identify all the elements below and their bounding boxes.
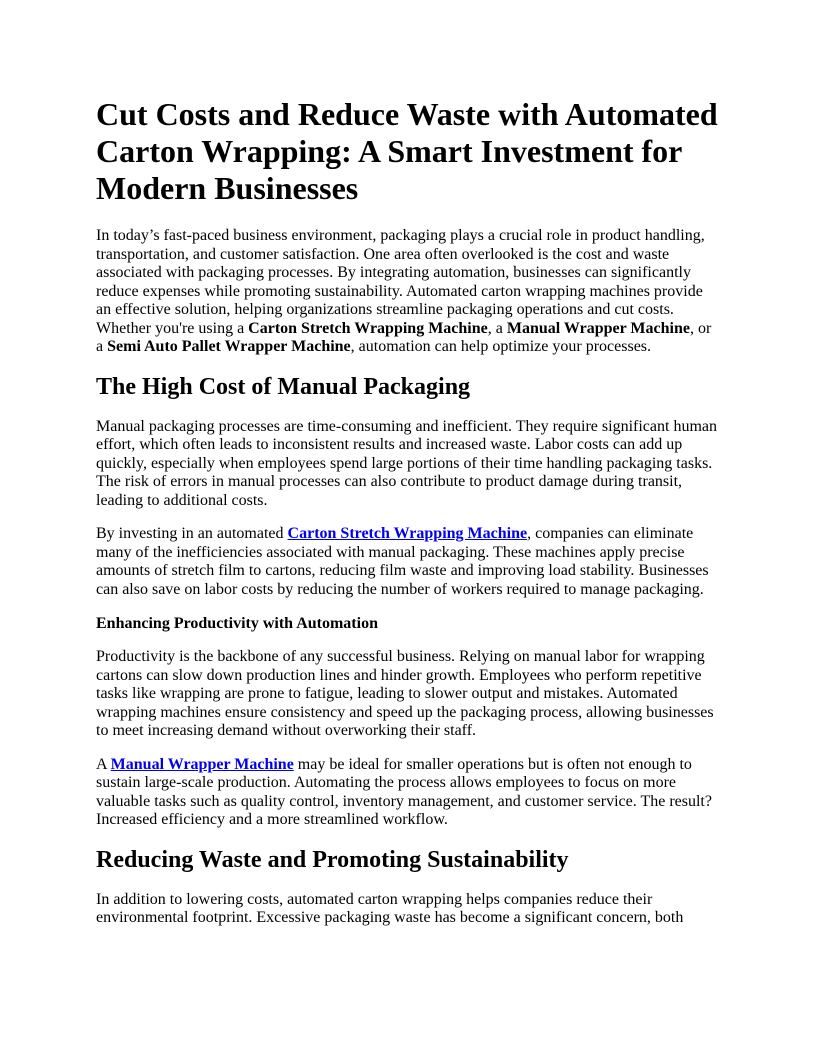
section-heading-reducing-waste: Reducing Waste and Promoting Sustainability [96,846,569,873]
intro-bold-semi-auto: Semi Auto Pallet Wrapper Machine [107,338,351,355]
intro-text-4: , automation can help optimize your processes. [350,338,652,355]
document-title: Cut Costs and Reduce Waste with Automated Carton Wrapping: A Smart Investment for Modern Businesses [96,96,718,206]
carton-stretch-text-before: By investing in an automated [96,525,288,542]
subheading-productivity: Enhancing Productivity with Automation [96,615,378,632]
reducing-waste-paragraph: In addition to lowering costs, automated carton wrapping helps companies reduce their environmental footprint. Excessive packaging waste has become a significant concern, both [96,890,684,926]
manual-wrapper-paragraph [96,756,720,830]
intro-paragraph [96,227,720,357]
manual-cost-paragraph: Manual packaging processes are time-consuming and inefficient. They require significant human effort, which often leads to inconsistent results and increased waste. Labor costs can add up quickly, especially when employees spend large portions of their time handling packaging tasks. The risk of errors in manual processes can also contribute to product damage during transit, leading to additional costs. [96,417,717,509]
productivity-paragraph: Productivity is the backbone of any successful business. Relying on manual labor for wrapping cartons can slow down production lines and hinder growth. Employees who perform repetitive tasks like wrapping are prone to fatigue, leading to slower output and mistakes. Automated wrapping machines ensure consistency and speed up the packaging process, allowing businesses to meet increasing demand without overworking their staff. [96,648,714,739]
intro-text-1: In today’s fast-paced business environment, packaging plays a crucial role in product handling, transportation, and customer satisfaction. One area often overlooked is the cost and waste associated with packaging processes. By integrating automation, businesses can significantly reduce expenses while promoting sustainability. Automated carton wrapping machines provide an effective solution, helping organizations streamline packaging operations and cut costs. Whether you're using a [96,227,705,337]
intro-bold-carton-stretch: Carton Stretch Wrapping Machine [248,319,488,337]
carton-stretch-text-after: , companies can eliminate many of the inefficiencies associated with manual packaging. These machines apply precise amounts of stretch film to cartons, reducing film waste and improving load stability. Businesses can also save on labor costs by reducing the number of workers required to manage packaging. [96,525,709,598]
manual-wrapper-text-after: may be ideal for smaller operations but is often not enough to sustain large-scale production. Automating the process allows employees to focus on more valuable tasks such as quality control, inventory management, and customer service. The result? Increased efficiency and a more streamlined workflow. [96,755,712,828]
manual-wrapper-text-before: A [96,755,111,773]
document-page [96,96,720,943]
intro-text-3: , or a [96,319,712,355]
intro-text-2: , a [487,319,507,337]
section-heading-manual-cost: The High Cost of Manual Packaging [96,373,471,400]
carton-stretch-paragraph [96,525,720,599]
manual-wrapper-link[interactable]: Manual Wrapper Machine [110,755,294,773]
carton-stretch-link[interactable]: Carton Stretch Wrapping Machine [287,525,528,542]
intro-bold-manual-wrapper: Manual Wrapper Machine [506,319,690,337]
